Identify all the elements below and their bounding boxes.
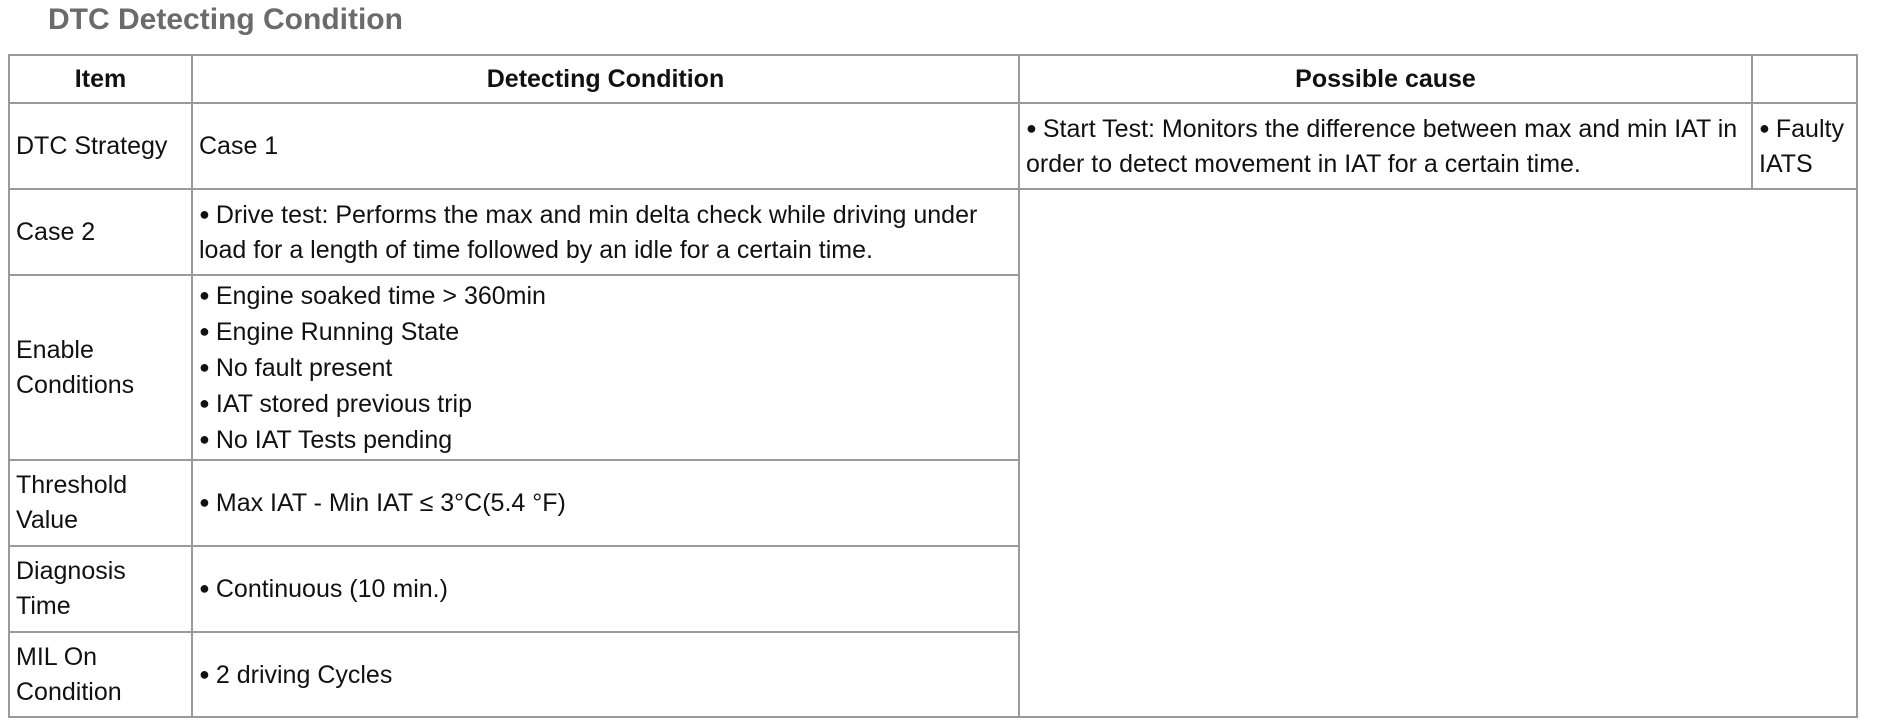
item-cell: Case 2 [9, 189, 192, 275]
condition-text: Engine soaked time > 360min [215, 281, 546, 310]
item-cell: MIL On Condition [9, 632, 192, 717]
bullet-icon: ● [1026, 117, 1037, 138]
condition-cell [192, 460, 1019, 546]
list-item [199, 314, 1012, 350]
table-row-dtc-strategy [9, 103, 1857, 189]
extra-cause-cell [1752, 103, 1857, 189]
list-item [199, 278, 1012, 314]
item-cell: Diagnosis Time [9, 546, 192, 632]
header-blank [1752, 55, 1857, 103]
possible-cause-text: Start Test: Monitors the difference between max and min IAT in order to detect movement in IAT for a certain time. [1026, 114, 1738, 178]
condition-text: No IAT Tests pending [215, 425, 453, 454]
bullet-icon: ● [199, 578, 210, 598]
condition-text: Engine Running State [215, 317, 460, 346]
header-detecting-condition: Detecting Condition [192, 55, 1019, 103]
list-item [199, 422, 1012, 458]
condition-text: Continuous (10 min.) [215, 575, 448, 603]
bullet-icon: ● [199, 356, 210, 377]
condition-text: Drive test: Performs the max and min delta check while driving under load for a length of time followed by an idle for a certain time. [199, 200, 978, 264]
header-possible-cause: Possible cause [1019, 55, 1752, 103]
condition-cell [192, 189, 1019, 275]
bullet-icon: ● [1759, 117, 1770, 138]
condition-text: Max IAT - Min IAT ≤ 3°C(5.4 °F) [215, 489, 566, 517]
condition-cell: Case 1 [192, 103, 1019, 189]
bullet-icon: ● [199, 203, 210, 224]
dtc-detecting-condition-table [8, 54, 1858, 718]
page-title: DTC Detecting Condition [48, 3, 403, 36]
condition-cell [192, 632, 1019, 717]
bullet-icon: ● [199, 320, 210, 341]
list-item [199, 386, 1012, 422]
bullet-icon: ● [199, 392, 210, 413]
possible-cause-empty-cell [1019, 189, 1857, 717]
table-header-row [9, 55, 1857, 103]
item-cell: DTC Strategy [9, 103, 192, 189]
condition-text: IAT stored previous trip [215, 389, 473, 418]
header-item: Item [9, 55, 192, 103]
condition-cell [192, 275, 1019, 460]
condition-text: 2 driving Cycles [215, 660, 393, 689]
condition-text: No fault present [215, 353, 393, 382]
bullet-icon: ● [199, 428, 210, 449]
bullet-icon: ● [199, 663, 210, 684]
list-item [199, 350, 1012, 386]
possible-cause-cell [1019, 103, 1752, 189]
item-cell: Threshold Value [9, 460, 192, 546]
bullet-icon: ● [199, 492, 210, 512]
item-cell: Enable Conditions [9, 275, 192, 460]
condition-cell [192, 546, 1019, 632]
extra-cause-text: Faulty IATS [1759, 114, 1844, 178]
table-row-case-2 [9, 189, 1857, 275]
bullet-icon: ● [199, 284, 210, 305]
